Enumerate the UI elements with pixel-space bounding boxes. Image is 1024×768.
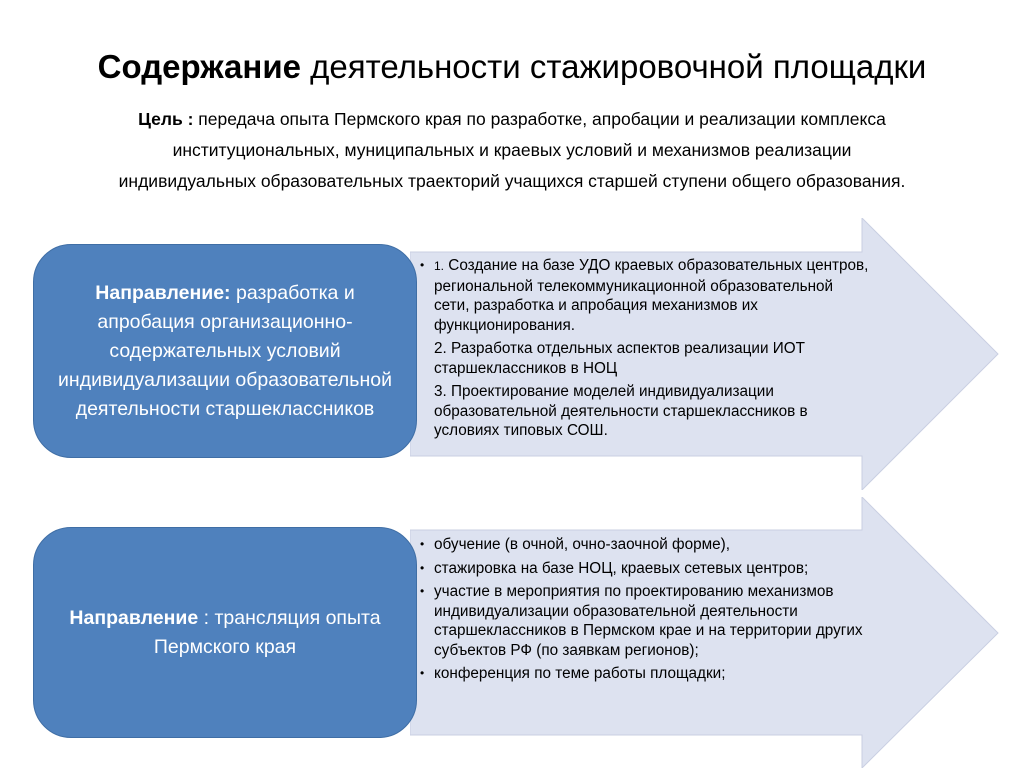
- goal-line-3: индивидуальных образовательных траекторий учащихся старшей ступени общего образования.: [118, 171, 906, 191]
- bullet-mark: •: [420, 560, 425, 575]
- direction-box-2: [33, 527, 417, 738]
- bullet-mark: •: [420, 666, 425, 680]
- list-item: [420, 582, 895, 660]
- goal-text: [40, 104, 984, 197]
- item-number: 1.: [434, 259, 445, 273]
- bullet-mark: •: [420, 258, 425, 272]
- list-item: [420, 559, 895, 579]
- item-text: стажировка на базе НОЦ, краевых сетевых центров;: [434, 559, 809, 577]
- title-rest: деятельности стажировочной площадки: [300, 48, 927, 85]
- list-item: [420, 339, 870, 378]
- item-text: участие в мероприятия по проектированию механизмов индивидуализации образовательной деятельности старшеклассников в Пермском крае и на территории других субъектов РФ (по заявкам регионов);: [434, 583, 863, 659]
- direction-box-1: [33, 244, 417, 458]
- goal-line-1: передача опыта Пермского края по разработке, апробации и реализации комплекса: [193, 109, 886, 129]
- item-text: 2. Разработка отдельных аспектов реализации ИОТ старшеклассников в НОЦ: [434, 340, 806, 377]
- item-text: Создание на базе УДО краевых образовательных центров, региональной телекоммуникационной образовательной сети, разработка и апробация механизмов их функционирования.: [434, 257, 869, 334]
- list-item: [420, 382, 870, 441]
- direction-2-label: Направление: [69, 606, 199, 629]
- item-text: конференция по теме работы площадки;: [434, 665, 726, 682]
- title-bold: Содержание: [97, 48, 301, 85]
- bullet-mark: •: [420, 584, 425, 598]
- list-item: [420, 256, 870, 335]
- item-text: обучение (в очной, очно-заочной форме),: [434, 536, 730, 553]
- list-item: [420, 535, 895, 555]
- direction-1-label: Направление:: [95, 281, 231, 304]
- direction-1-list: [420, 256, 870, 445]
- goal-label: Цель :: [138, 109, 194, 129]
- item-text: 3. Проектирование моделей индивидуализации образовательной деятельности старшеклассников в условиях типовых СОШ.: [434, 383, 808, 439]
- direction-2-list: [420, 535, 895, 688]
- direction-1-text: разработка и апробация организационно-содержательных условий индивидуализации образовательной деятельности старшеклассников: [58, 281, 392, 420]
- bullet-mark: •: [420, 537, 425, 551]
- list-item: [420, 664, 895, 684]
- goal-line-2: институциональных, муниципальных и краевых условий и механизмов реализации: [172, 140, 852, 160]
- direction-2-text: : трансляция опыта Пермского края: [153, 606, 381, 658]
- page-title: [0, 48, 1024, 86]
